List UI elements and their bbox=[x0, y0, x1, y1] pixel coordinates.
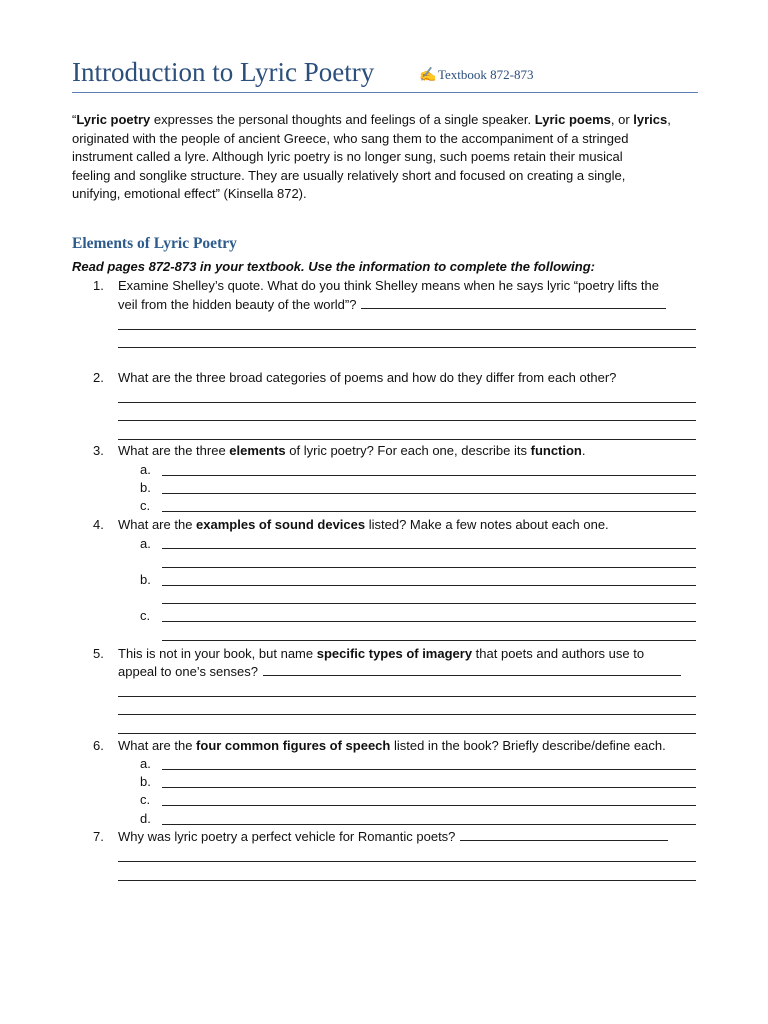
intro-line-2: originated with the people of ancient Greece, who sang them to the accompaniment of a stringed bbox=[72, 130, 629, 146]
q6-item-a-label: a. bbox=[140, 756, 151, 771]
intro-paragraph bbox=[72, 111, 702, 204]
q4-item-c-line-2[interactable] bbox=[162, 640, 696, 641]
q7-answer-line-2[interactable] bbox=[118, 880, 696, 881]
page-title: Introduction to Lyric Poetry bbox=[72, 57, 375, 87]
instructions: Read pages 872-873 in your textbook. Use the information to complete the following: bbox=[72, 259, 595, 274]
title-bar bbox=[72, 56, 698, 93]
q7-answer-inline[interactable] bbox=[460, 828, 668, 841]
q6-number: 6. bbox=[93, 738, 104, 753]
q5-number: 5. bbox=[93, 646, 104, 661]
q1-answer-line-1[interactable] bbox=[118, 329, 696, 330]
intro-line-5: unifying, emotional effect” (Kinsella 872). bbox=[72, 186, 307, 202]
q4-item-a-line-2[interactable] bbox=[162, 567, 696, 568]
q3-item-b-line[interactable] bbox=[162, 493, 696, 494]
intro-line-4: feeling and songlike structure. They are usually relatively short and focused on creating a single, bbox=[72, 167, 626, 183]
textbook-reference: Textbook 872-873 bbox=[438, 67, 534, 82]
q2-answer-line-1[interactable] bbox=[118, 402, 696, 403]
q5-answer-line-3[interactable] bbox=[118, 733, 696, 734]
q7-answer-line-1[interactable] bbox=[118, 861, 696, 862]
q4-number: 4. bbox=[93, 517, 104, 532]
term-lyric-poems: Lyric poems bbox=[534, 112, 611, 127]
q6-item-a-line[interactable] bbox=[162, 769, 696, 770]
q1-number: 1. bbox=[93, 278, 104, 293]
term-lyric-poetry: Lyric poetry bbox=[76, 112, 151, 127]
q4-item-b-line-2[interactable] bbox=[162, 603, 696, 604]
q4-item-a-line-1[interactable] bbox=[162, 548, 696, 549]
intro-line-1: “Lyric poetry expresses the personal thoughts and feelings of a single speaker. Lyric poems, or lyrics, bbox=[72, 112, 671, 127]
q6-item-c-line[interactable] bbox=[162, 805, 696, 806]
q6-item-b-label: b. bbox=[140, 774, 151, 789]
q3-item-b-label: b. bbox=[140, 480, 151, 495]
q5-answer-inline[interactable] bbox=[263, 663, 681, 676]
q3-item-c-label: c. bbox=[140, 498, 151, 513]
q1-answer-line-2[interactable] bbox=[118, 347, 696, 348]
q1-text-line-1: Examine Shelley’s quote. What do you think Shelley means when he says lyric “poetry lifts the bbox=[118, 278, 659, 293]
q5-answer-line-1[interactable] bbox=[118, 696, 696, 697]
q5-text-line-1: This is not in your book, but name specific types of imagery that poets and authors use to bbox=[118, 646, 645, 661]
q4-item-b-line-1[interactable] bbox=[162, 585, 696, 586]
q6-item-b-line[interactable] bbox=[162, 787, 696, 788]
q7-text: Why was lyric poetry a perfect vehicle for Romantic poets? bbox=[118, 828, 668, 846]
q3-number: 3. bbox=[93, 443, 104, 458]
q4-item-c-line-1[interactable] bbox=[162, 621, 696, 622]
q6-text: What are the four common figures of speech listed in the book? Briefly describe/define each. bbox=[118, 738, 666, 753]
q1-text-line-2: veil from the hidden beauty of the world”? bbox=[118, 296, 666, 314]
q2-answer-line-2[interactable] bbox=[118, 420, 696, 421]
q2-text: What are the three broad categories of poems and how do they differ from each other? bbox=[118, 370, 617, 385]
intro-line-3: instrument called a lyre. Although lyric poetry is no longer sung, such poems retain their musical bbox=[72, 149, 623, 165]
q2-number: 2. bbox=[93, 370, 104, 385]
pencil-icon: ✍ bbox=[419, 66, 437, 82]
q1-answer-inline[interactable] bbox=[361, 296, 666, 309]
q6-item-c-label: c. bbox=[140, 792, 151, 807]
section-heading: Elements of Lyric Poetry bbox=[72, 235, 237, 252]
q3-item-a-line[interactable] bbox=[162, 475, 696, 476]
q4-item-c-label: c. bbox=[140, 608, 151, 623]
q4-item-a-label: a. bbox=[140, 536, 151, 551]
q7-number: 7. bbox=[93, 829, 104, 844]
q4-item-b-label: b. bbox=[140, 572, 151, 587]
q4-text: What are the examples of sound devices listed? Make a few notes about each one. bbox=[118, 517, 609, 532]
q3-item-c-line[interactable] bbox=[162, 511, 696, 512]
q3-text: What are the three elements of lyric poetry? For each one, describe its function. bbox=[118, 443, 586, 458]
q5-answer-line-2[interactable] bbox=[118, 714, 696, 715]
q6-item-d-line[interactable] bbox=[162, 824, 696, 825]
q5-text-line-2: appeal to one’s senses? bbox=[118, 663, 681, 681]
term-lyrics: lyrics bbox=[633, 112, 668, 127]
q2-answer-line-3[interactable] bbox=[118, 439, 696, 440]
q3-item-a-label: a. bbox=[140, 462, 151, 477]
q6-item-d-label: d. bbox=[140, 811, 151, 826]
